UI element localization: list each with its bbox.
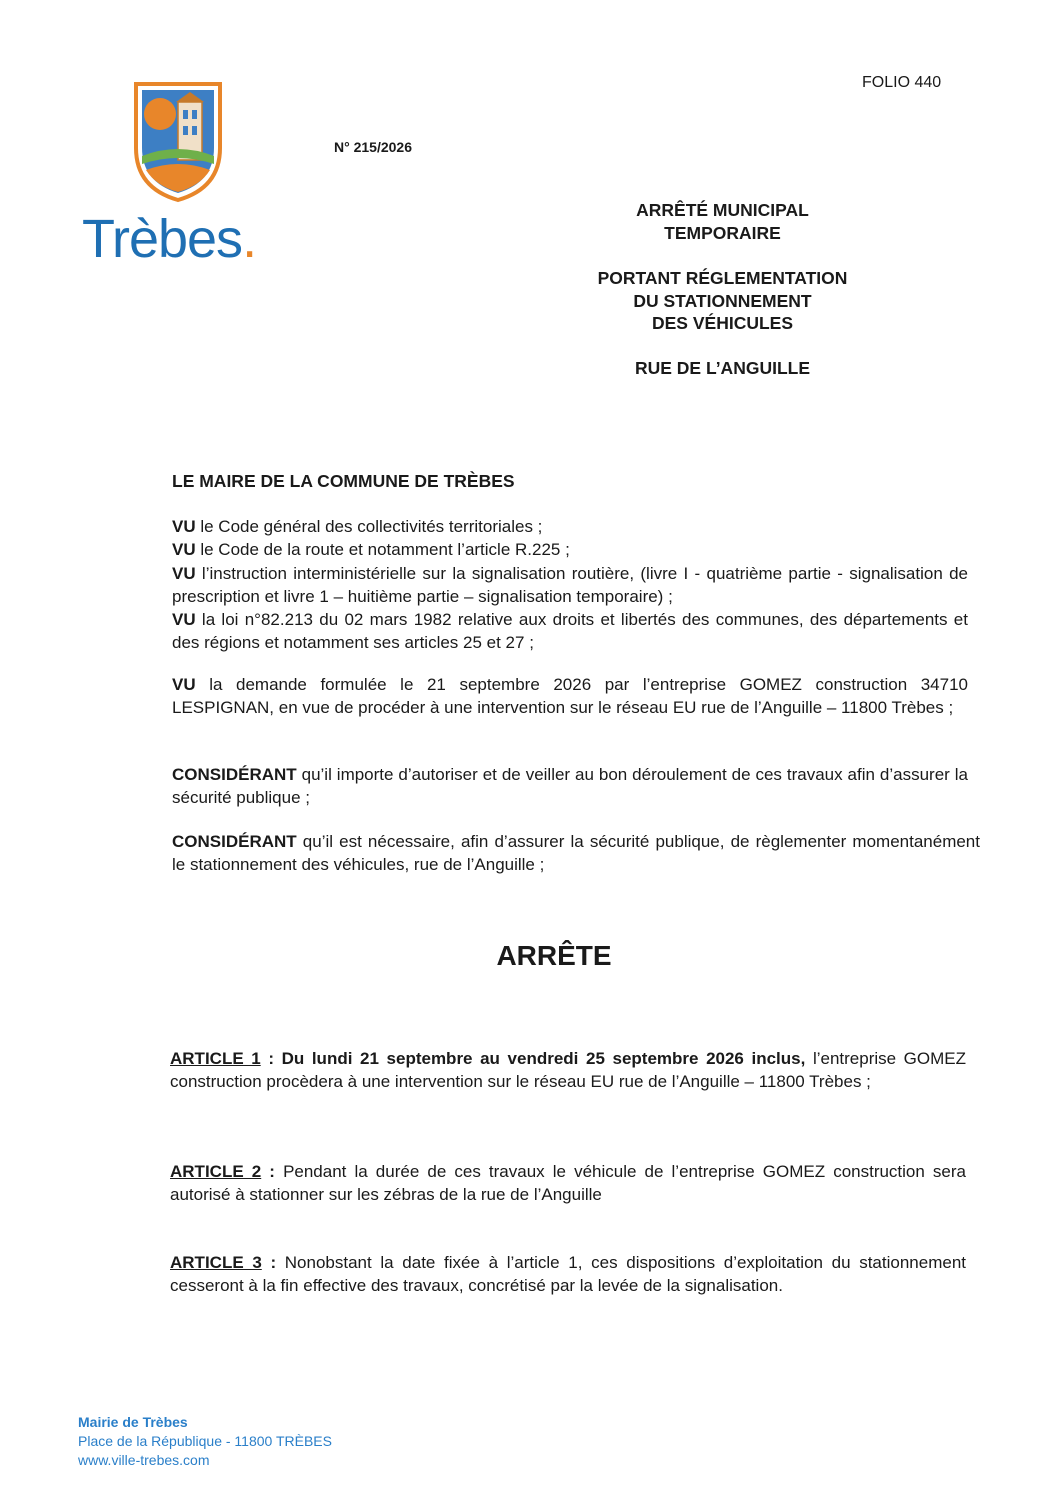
title-line: DES VÉHICULES (652, 313, 793, 333)
footer-org: Mairie de Trèbes (78, 1414, 188, 1430)
article-1: ARTICLE 1 : Du lundi 21 septembre au vendredi 25 septembre 2026 inclus, l’entreprise GOMEZ construction procèdera à une intervention sur le réseau EU rue de l’Anguille – 11800 Trèbes ; (170, 1049, 967, 1092)
title-subject (560, 267, 885, 335)
vu-item: VU la loi n°82.213 du 02 mars 1982 relative aux droits et libertés des communes, des départements et des régions et notamment ses articles 25 et 27 ; (172, 610, 968, 653)
arrete-heading: ARRÊTE (496, 940, 612, 971)
brand-wordmark: Trèbes. (82, 209, 257, 269)
title-street: RUE DE L’ANGUILLE (634, 358, 810, 378)
footer-address (78, 1413, 332, 1470)
mayor-heading: LE MAIRE DE LA COMMUNE DE TRÈBES (172, 471, 515, 491)
vu-request-paragraph: VU la demande formulée le 21 septembre 2026 par l’entreprise GOMEZ construction 34710 LESPIGNAN, en vue de procéder à une intervention sur le réseau EU rue de l’Anguille – 11800 Trèbes ; (172, 675, 968, 718)
title-line: PORTANT RÉGLEMENTATION (597, 268, 848, 288)
title-heading (560, 199, 885, 244)
trebes-crest-logo (128, 78, 228, 203)
title-line: ARRÊTÉ MUNICIPAL (636, 200, 809, 220)
considerant-paragraph: CONSIDÉRANT qu’il est nécessaire, afin d’assurer la sécurité publique, de règlementer momentanément le stationnement des véhicules, rue de l’Anguille ; (172, 832, 980, 875)
decree-number: N° 215/2026 (334, 139, 412, 155)
considerant-paragraph: CONSIDÉRANT qu’il importe d’autoriser et de veiller au bon déroulement de ces travaux afin d’assurer la sécurité publique ; (172, 765, 968, 808)
footer-street: Place de la République - 11800 TRÈBES (78, 1433, 332, 1449)
article-2: ARTICLE 2 : Pendant la durée de ces travaux le véhicule de l’entreprise GOMEZ construction sera autorisé à stationner sur les zébras de la rue de l’Anguille (170, 1162, 967, 1205)
footer-website-link[interactable]: www.ville-trebes.com (78, 1452, 210, 1468)
folio-number: FOLIO 440 (862, 74, 942, 91)
article-3: ARTICLE 3 : Nonobstant la date fixée à l’article 1, ces dispositions d’exploitation du stationnement cesseront à la fin effective des travaux, concrétisé par la levée de la signalisation. (170, 1253, 967, 1296)
vu-list (172, 515, 968, 655)
vu-item: VU le Code de la route et notamment l’article R.225 ; (172, 540, 570, 560)
vu-item: VU le Code général des collectivités territoriales ; (172, 517, 543, 536)
title-line: DU STATIONNEMENT (633, 290, 812, 311)
vu-item: VU l’instruction interministérielle sur la signalisation routière, (livre I - quatrième partie - signalisation de prescription et livre 1 – huitième partie – signalisation temporaire) ; (172, 563, 968, 606)
title-line: TEMPORAIRE (664, 222, 781, 243)
